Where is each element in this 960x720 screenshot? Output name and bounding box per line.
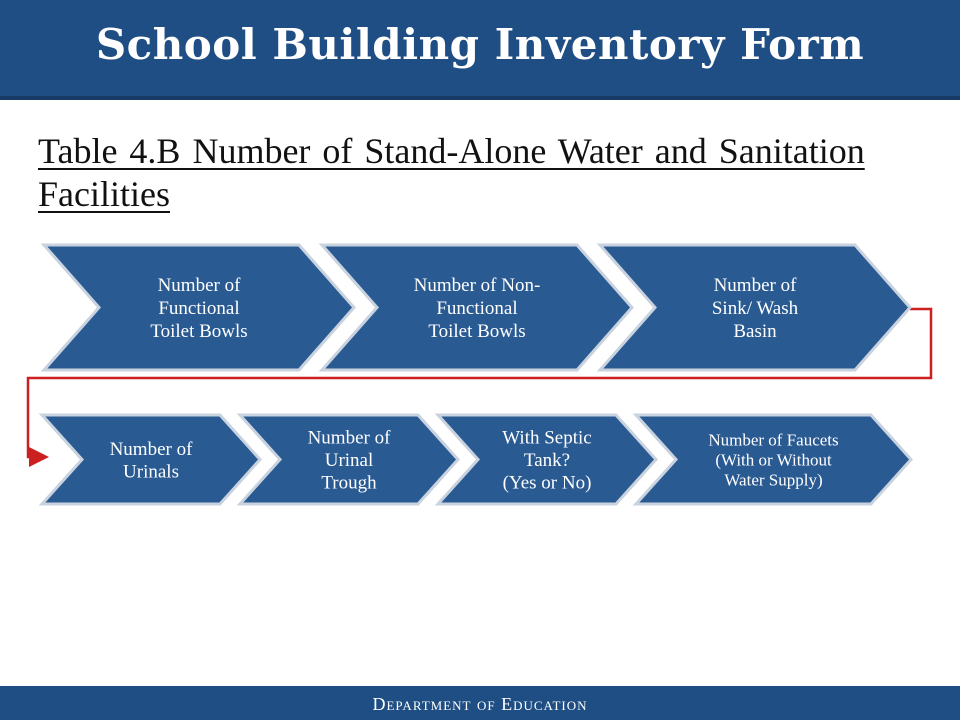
flow-step-row2-1 xyxy=(42,415,260,504)
flow-step-label-line: Sink/ Wash xyxy=(711,298,799,320)
flow-step-label-line: Toilet Bowls xyxy=(428,321,526,343)
flow-step-label-line: Functional xyxy=(158,298,240,320)
flow-step-label-line: Number of Non- xyxy=(413,275,541,297)
footer-text: Department of Education xyxy=(372,694,588,714)
flow-step-row2-3 xyxy=(438,415,656,504)
flow-step-label-line: Tank? xyxy=(523,450,571,472)
flow-step-row1-3 xyxy=(600,245,910,370)
flow-step-label-line: Trough xyxy=(321,472,377,494)
flow-step-label-line: (Yes or No) xyxy=(502,472,592,494)
flow-step-label-line: Water Supply) xyxy=(724,470,823,490)
flow-step-label-line: Toilet Bowls xyxy=(150,321,248,343)
page-title: School Building Inventory Form xyxy=(95,20,865,69)
flow-step-row2-4 xyxy=(636,415,911,504)
flow-step-label-line: Number of Faucets xyxy=(708,430,839,450)
flow-step-label-line: Number of xyxy=(713,275,797,297)
flow-step-label-line: Number of xyxy=(157,275,241,297)
slide-title: Table 4.B Number of Stand-Alone Water and Sanitation Facilities xyxy=(38,131,865,214)
footer-banner xyxy=(0,686,960,720)
flow-step-label-line: Basin xyxy=(733,321,777,343)
flow-step-label-line: Urinals xyxy=(123,461,179,483)
flow-step-row1-1 xyxy=(44,245,354,370)
flow-step-label-line: (With or Without xyxy=(715,450,832,470)
flow-step-row2-2 xyxy=(240,415,458,504)
flow-step-label-line: With Septic xyxy=(502,427,592,449)
flow-step-label-line: Number of xyxy=(307,427,391,449)
flow-step-label-line: Number of xyxy=(109,438,193,460)
flow-step-label-line: Functional xyxy=(436,298,518,320)
flow-step-row1-2 xyxy=(322,245,632,370)
flow-step-label-line: Urinal xyxy=(324,450,374,472)
